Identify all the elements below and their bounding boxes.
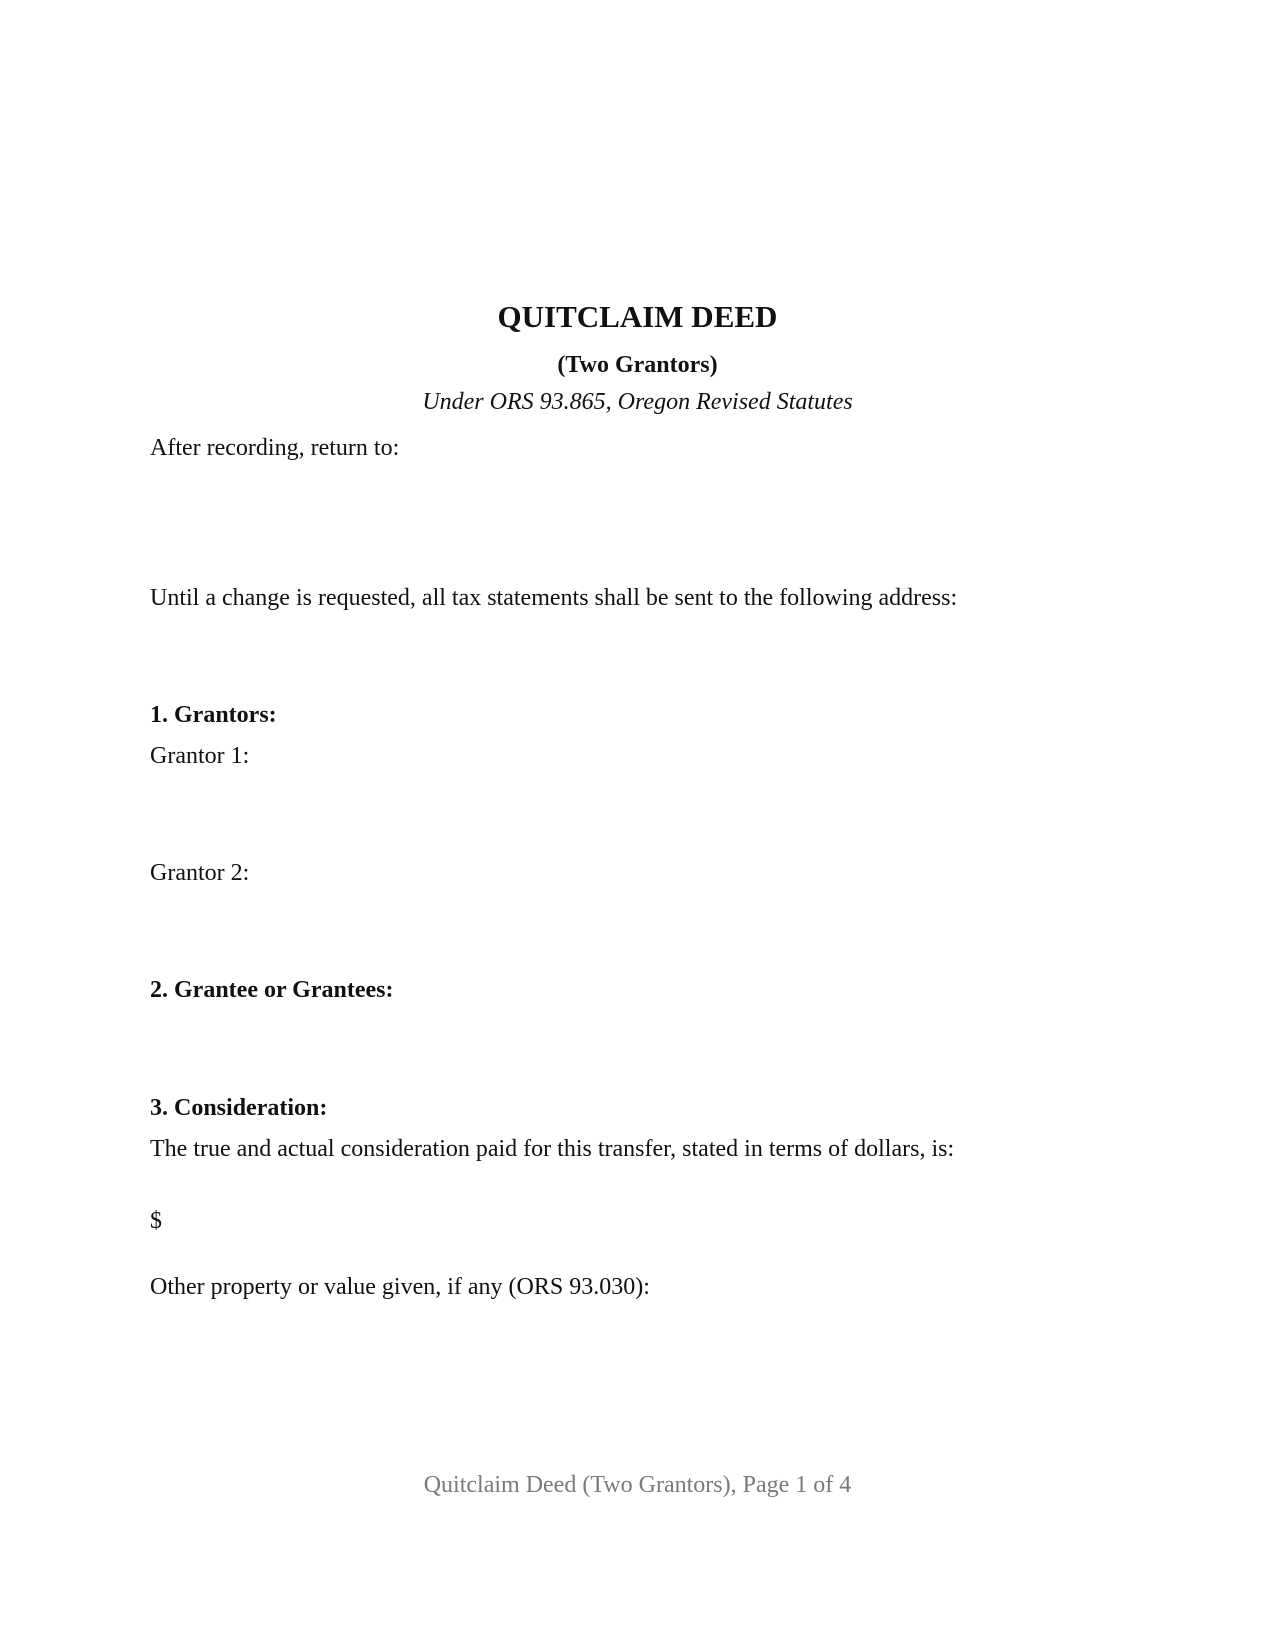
grantees-heading: 2. Grantee or Grantees: <box>150 977 394 1003</box>
tax-statements-label: Until a change is requested, all tax statements shall be sent to the following address: <box>150 585 958 611</box>
grantors-heading: 1. Grantors: <box>150 702 277 728</box>
statute-reference: Under ORS 93.865, Oregon Revised Statutes <box>422 389 853 415</box>
grantor-2-label: Grantor 2: <box>150 860 250 886</box>
grantor-1-label: Grantor 1: <box>150 743 250 769</box>
other-property-label: Other property or value given, if any (ORS 93.030): <box>150 1274 650 1300</box>
document-subtitle: (Two Grantors) <box>557 352 718 378</box>
document-title: QUITCLAIM DEED <box>497 299 778 334</box>
page-footer: Quitclaim Deed (Two Grantors), Page 1 of 4 <box>423 1472 852 1498</box>
consideration-text: The true and actual consideration paid for this transfer, stated in terms of dollars, is: <box>150 1136 955 1162</box>
dollar-sign: $ <box>150 1208 162 1234</box>
return-to-label: After recording, return to: <box>150 435 400 461</box>
consideration-heading: 3. Consideration: <box>150 1095 328 1121</box>
